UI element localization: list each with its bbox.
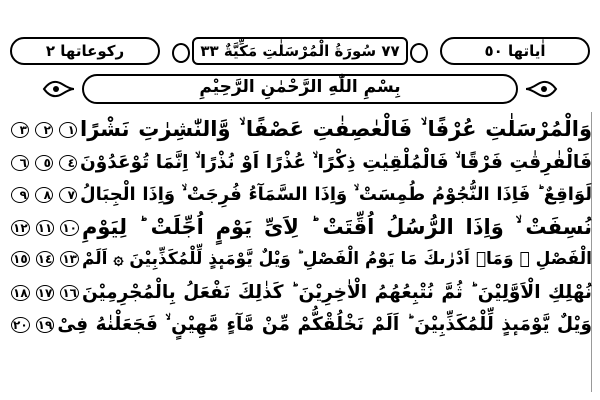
surah-header	[10, 34, 590, 68]
ayah-number-marker: ١٧	[37, 285, 53, 300]
verse-text: وَیْلٌ یَّوْمَىٕذٍ لِّلْمُكَذِّبِیْنَ ؕ اَلَمْ نَخْلُقْكُّمْ مِّنْ مَّآءٍ مَّهِیْنٍ ۙ فَجَعَلْنٰهُ فِیْ	[57, 314, 592, 335]
ayah-number-marker: ٢٠	[13, 318, 28, 332]
bismillah-banner	[42, 72, 558, 106]
ayah-number-marker: ١٦	[62, 285, 77, 300]
ayah-number-marker: ١٣	[62, 252, 77, 266]
ayah-number-marker: ٤	[59, 155, 77, 171]
verse-line	[8, 277, 592, 310]
bismillah-text: بِسْمِ اللّٰهِ الرَّحْمٰنِ الرَّحِیْمِ	[199, 77, 401, 97]
ayah-number-marker: ٢	[35, 122, 53, 138]
verse-line	[8, 179, 592, 212]
ayah-number-marker: ١٩	[37, 318, 53, 332]
ornament-icon	[524, 78, 558, 100]
ayah-number-marker: ١٤	[37, 252, 53, 266]
verse-text: نُسِفَتْ ۙ وَاِذَا الرُّسُلُ اُقِّتَتْ ؕ لِاَیِّ یَوْمٍ اُجِّلَتْ ؕ لِیَوْمِ	[81, 214, 592, 239]
surah-title: ٧٧ سُورَةُ الْمُرْسَلٰتِ مَكِّيَّةٌ ٣٣	[192, 37, 408, 65]
verse-line	[8, 244, 592, 277]
verse-line	[8, 114, 592, 147]
ayah-number-marker: ١	[59, 122, 77, 138]
verse-text: لَوَاقِعٌ ؕ فَاِذَا النُّجُوْمُ طُمِسَتْ ۙ وَاِذَا السَّمَآءُ فُرِجَتْ ۙ وَاِذَا الْجِبَالُ	[80, 184, 592, 205]
ayah-number-marker: ١٥	[13, 252, 28, 266]
ruku-count-label: رکوعاتها ٢	[10, 37, 160, 65]
ayah-number-marker: ٦	[11, 155, 29, 171]
ayah-number-marker: ٣	[11, 122, 29, 138]
ayah-number-marker: ٧	[59, 187, 77, 203]
ayah-number-marker: ١٠	[62, 220, 77, 235]
ayah-number-marker: ١١	[37, 220, 53, 235]
verse-text: نُهْلِكِ الْاَوَّلِیْنَ ؕ ثُمَّ نُتْبِعُهُمُ الْاٰخِرِیْنَ ؕ كَذٰلِكَ نَفْعَلُ بِالْمُجْرِمِیْنَ	[81, 281, 592, 303]
ayah-count-label: اٰیاتها ٥٠	[440, 37, 590, 65]
ayah-number-marker: ٨	[35, 187, 53, 203]
verse-line	[8, 212, 592, 245]
ayah-number-marker: ١٨	[13, 285, 28, 300]
verse-text: فَالْفٰرِقٰتِ فَرْقًا ۙ فَالْمُلْقِیٰتِ ذِكْرًا ۙ عُذْرًا اَوْ نُذْرًا ۙ اِنَّمَا تُوْعَدُوْنَ	[80, 151, 592, 173]
verse-lines	[8, 114, 592, 342]
verse-line	[8, 309, 592, 342]
ayah-number-marker: ٩	[11, 187, 29, 203]
ayah-number-marker: ١٢	[13, 220, 28, 235]
verse-line	[8, 147, 592, 180]
verse-text: وَالْمُرْسَلٰتِ عُرْفًا ۙ فَالْعٰصِفٰتِ عَصْفًا ۙ وَّالنّٰشِرٰتِ نَشْرًا	[80, 117, 592, 141]
ayah-number-marker: ٥	[35, 155, 53, 171]
verse-text: الْفَصْلِ ۚ وَمَاۤ اَدْرٰىكَ مَا یَوْمُ الْفَصْلِ ؕ وَیْلٌ یَّوْمَىٕذٍ لِّلْمُكَذِّبِیْنَ ۞ اَلَمْ	[81, 249, 592, 269]
